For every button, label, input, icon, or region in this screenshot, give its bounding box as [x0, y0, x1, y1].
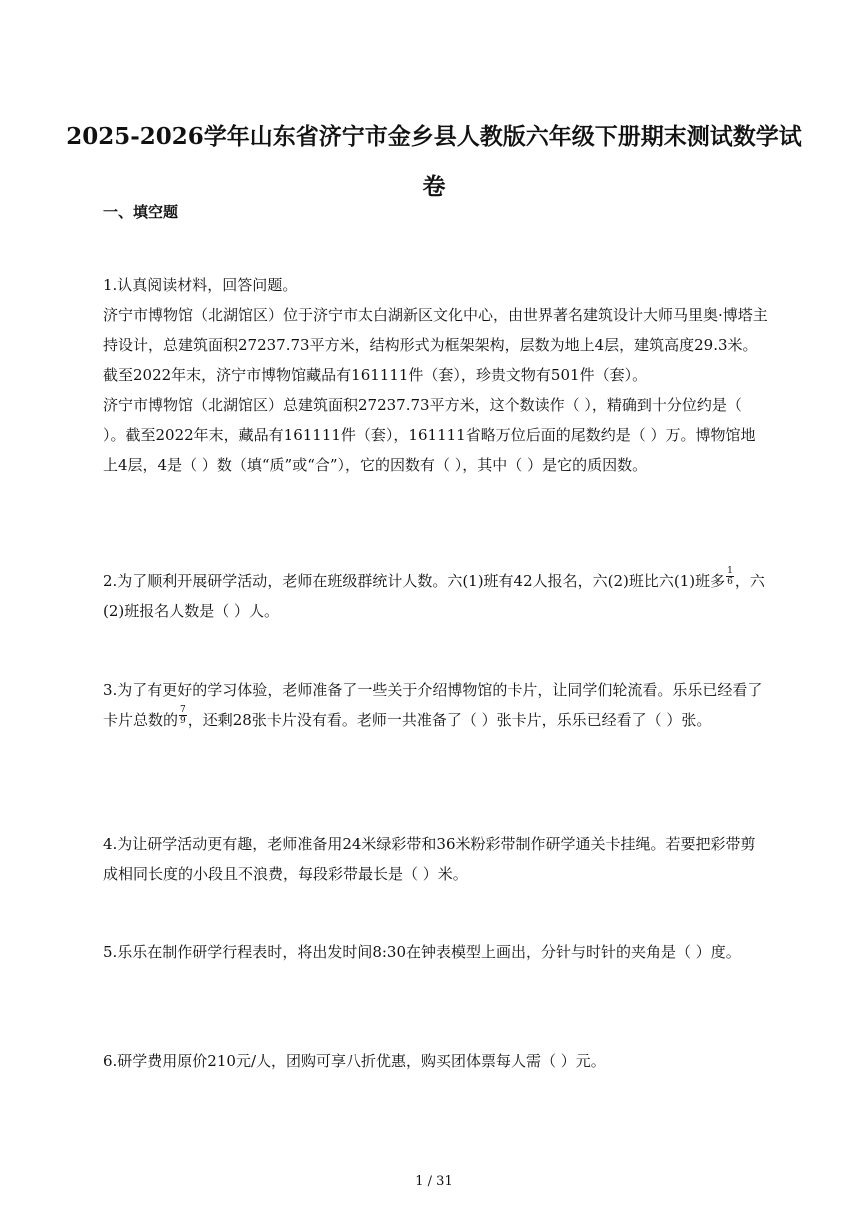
page-number: 1 / 31	[415, 1174, 453, 1189]
question-3-text-b: ，还剩28张卡片没有看。老师一共准备了（ ）张卡片，乐乐已经看了（ ）张。	[187, 711, 712, 729]
question-6	[103, 1046, 768, 1076]
fraction-numerator: 1	[727, 565, 733, 576]
question-1-prompt: 1.认真阅读材料，回答问题。	[103, 276, 298, 294]
question-3	[103, 675, 768, 735]
question-2	[103, 566, 768, 626]
question-6-text: 6.研学费用原价210元/人，团购可享八折优惠，购买团体票每人需（ ）元。	[103, 1052, 606, 1070]
question-2-text-b: ，六(2)班报名人数是（ ）人。	[103, 572, 765, 620]
question-4-text: 4.为让研学活动更有趣，老师准备用24米绿彩带和36米粉彩带制作研学通关卡挂绳。若要把彩带剪成相同长度的小段且不浪费，每段彩带最长是（ ）米。	[103, 835, 756, 883]
fraction-denominator: 6	[727, 576, 733, 587]
fraction-numerator: 7	[180, 704, 186, 715]
section-heading: 一、填空题	[103, 203, 179, 221]
fraction	[179, 705, 187, 726]
fraction	[726, 566, 734, 587]
question-5	[103, 937, 768, 967]
question-1-body: 济宁市博物馆（北湖馆区）总建筑面积27237.73平方米，这个数读作（ ），精确到十分位约是（ ）。截至2022年末，藏品有161111件（套），161111省略万位后面的尾数约是（ ）万。博物馆地上4层，4是（ ）数（填“质”或“合”），它的因数有（ ），其中（ ）是它的质因数。	[103, 396, 756, 474]
question-3-text-a: 3.为了有更好的学习体验，老师准备了一些关于介绍博物馆的卡片，让同学们轮流看。乐乐已经看了卡片总数的	[103, 681, 763, 729]
question-4	[103, 829, 768, 889]
question-5-text: 5.乐乐在制作研学行程表时，将出发时间8:30在钟表模型上画出，分针与时针的夹角是（ ）度。	[103, 943, 741, 961]
fraction-denominator: 9	[180, 715, 186, 726]
page-title: 2025-2026学年山东省济宁市金乡县人教版六年级下册期末测试数学试卷	[66, 123, 802, 200]
question-1	[103, 270, 768, 480]
question-1-material: 济宁市博物馆（北湖馆区）位于济宁市太白湖新区文化中心，由世界著名建筑设计大师马里奥·博塔主持设计，总建筑面积27237.73平方米，结构形式为框架架构，层数为地上4层，建筑高度29.3米。截至2022年末，济宁市博物馆藏品有161111件（套），珍贵文物有501件（套）。	[103, 306, 768, 384]
question-2-text-a: 2.为了顺利开展研学活动，老师在班级群统计人数。六(1)班有42人报名，六(2)班比六(1)班多	[103, 572, 726, 590]
